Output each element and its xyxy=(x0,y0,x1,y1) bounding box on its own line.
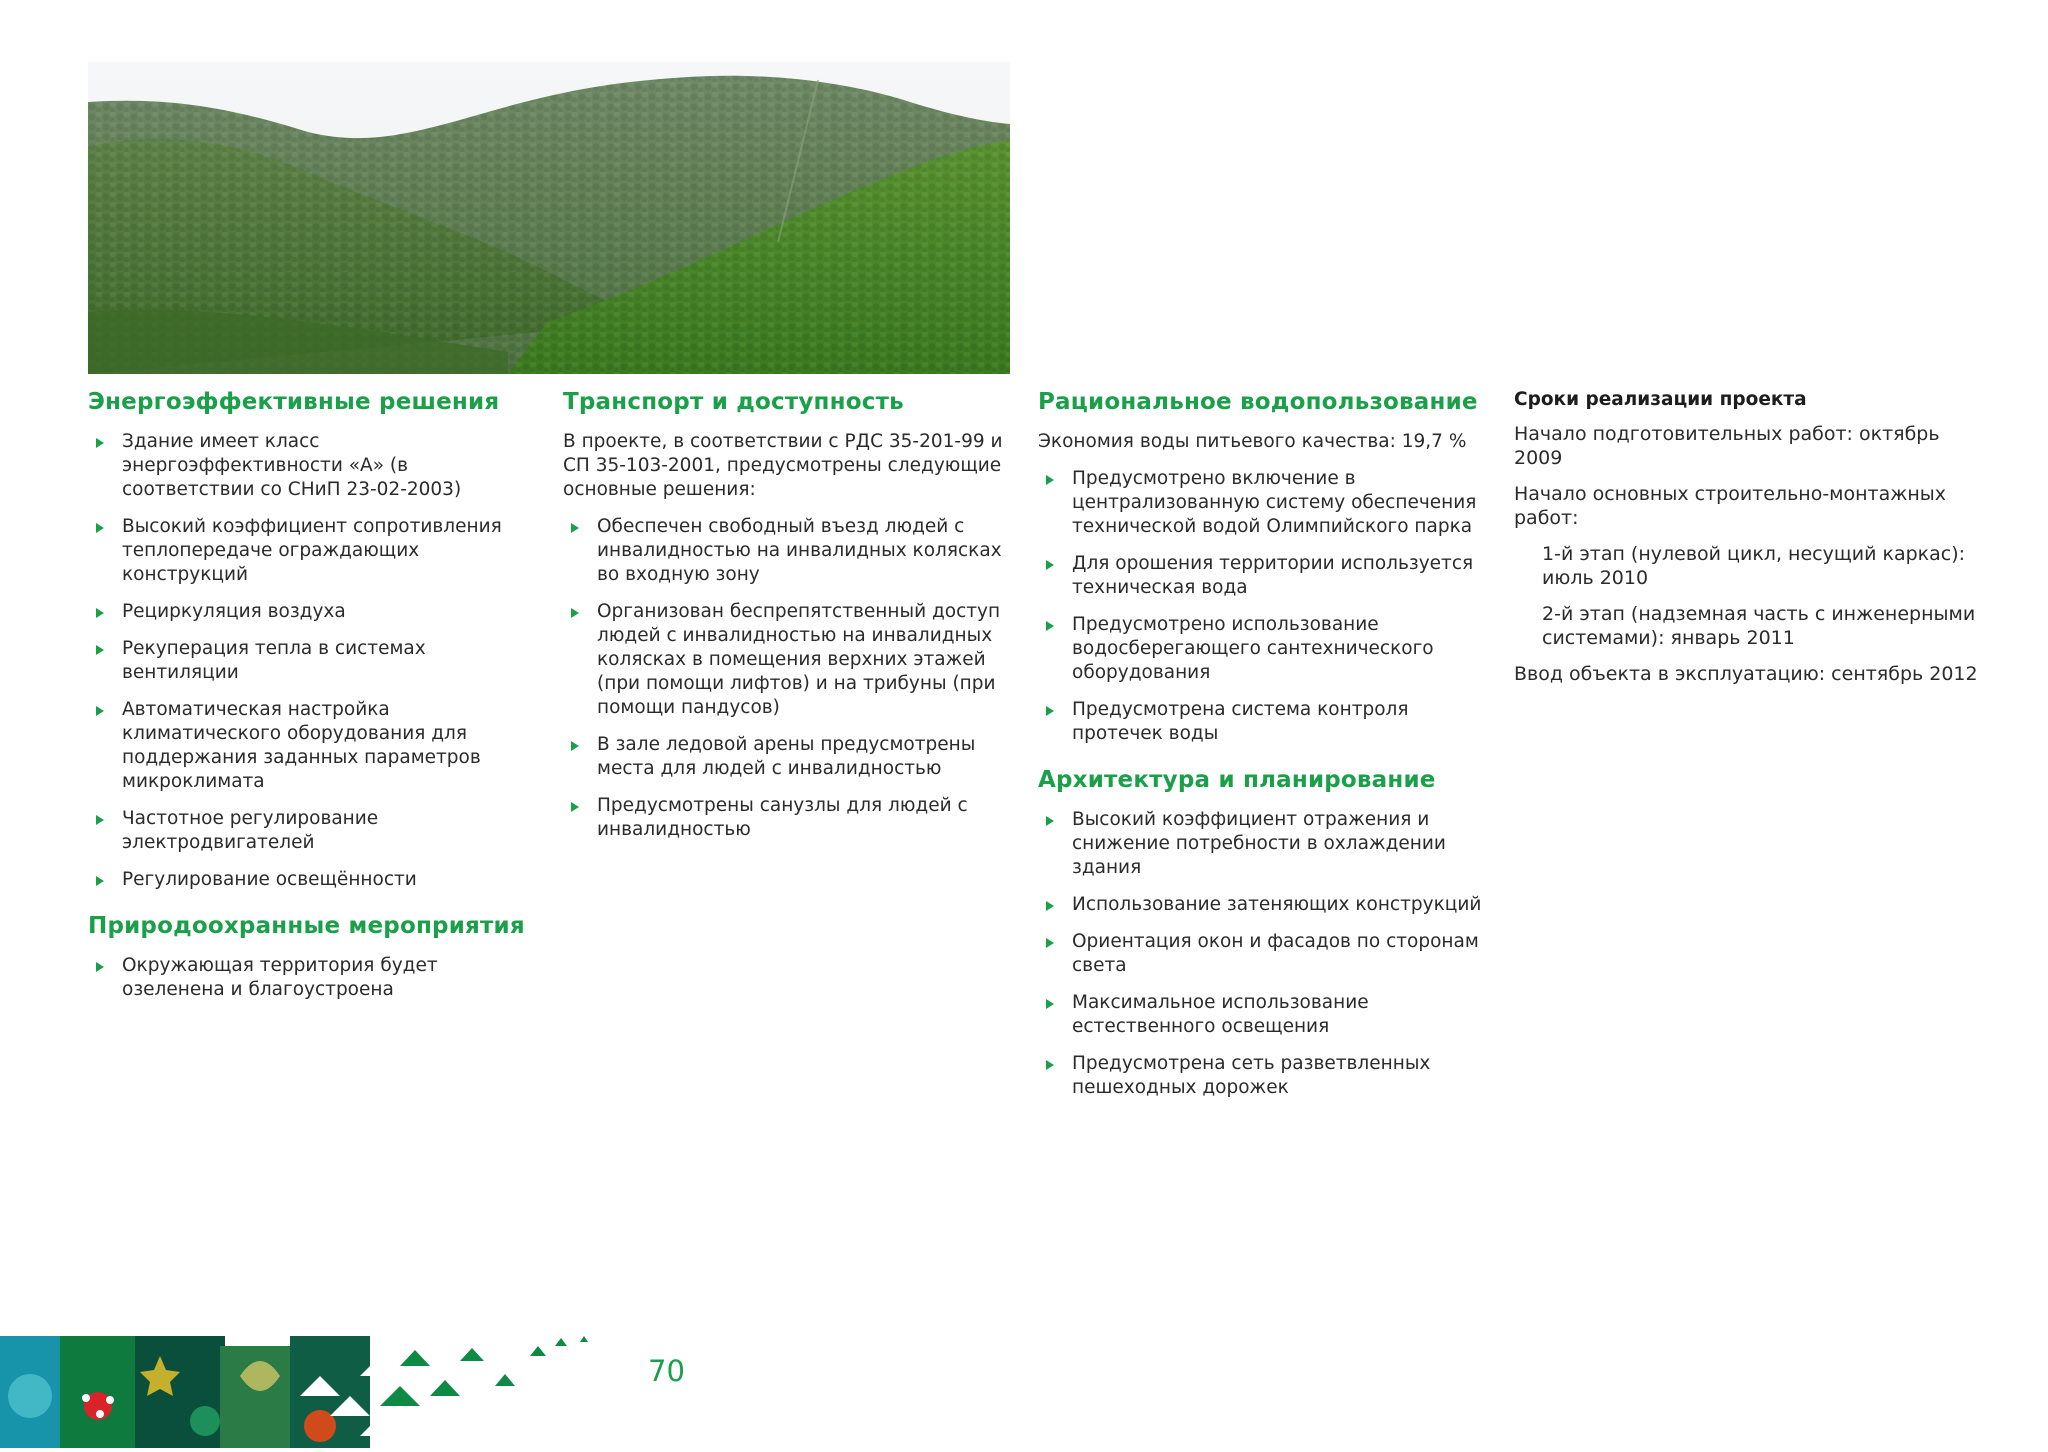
column-4 xyxy=(1514,386,1984,698)
list-item: Предусмотрено использование водосберегающего сантехнического оборудования xyxy=(1038,613,1490,685)
list-item: Рециркуляция воздуха xyxy=(88,600,540,624)
timeline-stage-1: 1-й этап (нулевой цикл, несущий каркас): июль 2010 xyxy=(1542,543,1966,589)
list-item: Предусмотрена сеть разветвленных пешеходных дорожек xyxy=(1038,1052,1490,1100)
triangle-bullet-icon xyxy=(571,608,579,618)
column-3 xyxy=(1038,386,1490,1113)
list-item: Регулирование освещённости xyxy=(88,868,540,892)
triangle-bullet-icon xyxy=(1046,999,1054,1009)
water-heading: Рациональное водопользование xyxy=(1038,389,1478,415)
water-list xyxy=(1038,467,1490,746)
list-item: Окружающая территория будет озеленена и благоустроена xyxy=(88,954,540,1002)
triangle-bullet-icon xyxy=(1046,621,1054,631)
column-2 xyxy=(563,386,1015,855)
triangle-bullet-icon xyxy=(1046,475,1054,485)
list-item: Организован беспрепятственный доступ людей с инвалидностью на инвалидных колясках в помещения верхних этажей (при помощи лифтов) и на трибуны (при помощи пандусов) xyxy=(563,600,1015,720)
transport-heading: Транспорт и доступность xyxy=(563,389,904,415)
list-item: Обеспечен свободный въезд людей с инвалидностью на инвалидных колясках во входную зону xyxy=(563,515,1015,587)
list-item: Рекуперация тепла в системах вентиляции xyxy=(88,637,540,685)
triangle-bullet-icon xyxy=(1046,706,1054,716)
water-intro: Экономия воды питьевого качества: 19,7 % xyxy=(1038,431,1467,452)
triangle-bullet-icon xyxy=(571,741,579,751)
page-number: 70 xyxy=(648,1354,685,1388)
triangle-bullet-icon xyxy=(96,815,104,825)
list-item: Здание имеет класс энергоэффективности «А» (в соответствии со СНиП 23-02-2003) xyxy=(88,430,540,502)
list-item: Предусмотрены санузлы для людей с инвалидностью xyxy=(563,794,1015,842)
triangle-bullet-icon xyxy=(96,962,104,972)
transport-intro: В проекте, в соответствии с РДС 35-201-99 и СП 35-103-2001, предусмотрены следующие основные решения: xyxy=(563,431,1003,500)
triangle-bullet-icon xyxy=(1046,938,1054,948)
timeline-construction: Начало основных строительно-монтажных работ: xyxy=(1514,483,1947,529)
triangle-bullet-icon xyxy=(96,876,104,886)
triangle-bullet-icon xyxy=(571,802,579,812)
triangle-bullet-icon xyxy=(96,608,104,618)
triangle-bullet-icon xyxy=(1046,1060,1054,1070)
timeline-stage-2: 2-й этап (надземная часть с инженерными системами): январь 2011 xyxy=(1542,603,1976,649)
list-item: Использование затеняющих конструкций xyxy=(1038,893,1490,917)
energy-heading: Энергоэффективные решения xyxy=(88,389,500,415)
nature-heading: Природоохранные мероприятия xyxy=(88,913,525,939)
list-item: Высокий коэффициент отражения и снижение потребности в охлаждении здания xyxy=(1038,808,1490,880)
list-item: Максимальное использование естественного освещения xyxy=(1038,991,1490,1039)
triangle-bullet-icon xyxy=(96,523,104,533)
list-item: Автоматическая настройка климатического оборудования для поддержания заданных параметров микроклимата xyxy=(88,698,540,794)
column-1 xyxy=(88,386,540,1015)
triangle-bullet-icon xyxy=(96,438,104,448)
triangle-bullet-icon xyxy=(1046,816,1054,826)
timeline-commissioning: Ввод объекта в эксплуатацию: сентябрь 2012 xyxy=(1514,663,1978,685)
triangle-bullet-icon xyxy=(1046,901,1054,911)
patchwork-ornament xyxy=(0,1336,600,1448)
energy-list xyxy=(88,430,540,892)
list-item: Ориентация окон и фасадов по сторонам света xyxy=(1038,930,1490,978)
timeline-heading: Сроки реализации проекта xyxy=(1514,389,1807,410)
triangle-bullet-icon xyxy=(96,645,104,655)
architecture-heading: Архитектура и планирование xyxy=(1038,767,1436,793)
list-item: Частотное регулирование электродвигателей xyxy=(88,807,540,855)
list-item: Предусмотрено включение в централизованную систему обеспечения технической водой Олимпийского парка xyxy=(1038,467,1490,539)
list-item: Для орошения территории используется техническая вода xyxy=(1038,552,1490,600)
forest-mountains-photo xyxy=(88,62,1010,374)
transport-list xyxy=(563,515,1015,842)
triangle-bullet-icon xyxy=(1046,560,1054,570)
nature-list xyxy=(88,954,540,1002)
triangle-bullet-icon xyxy=(571,523,579,533)
list-item: Предусмотрена система контроля протечек воды xyxy=(1038,698,1490,746)
list-item: В зале ледовой арены предусмотрены места для людей с инвалидностью xyxy=(563,733,1015,781)
architecture-list xyxy=(1038,808,1490,1100)
list-item: Высокий коэффициент сопротивления теплопередаче ограждающих конструкций xyxy=(88,515,540,587)
timeline-prep: Начало подготовительных работ: октябрь 2009 xyxy=(1514,423,1940,469)
triangle-bullet-icon xyxy=(96,706,104,716)
